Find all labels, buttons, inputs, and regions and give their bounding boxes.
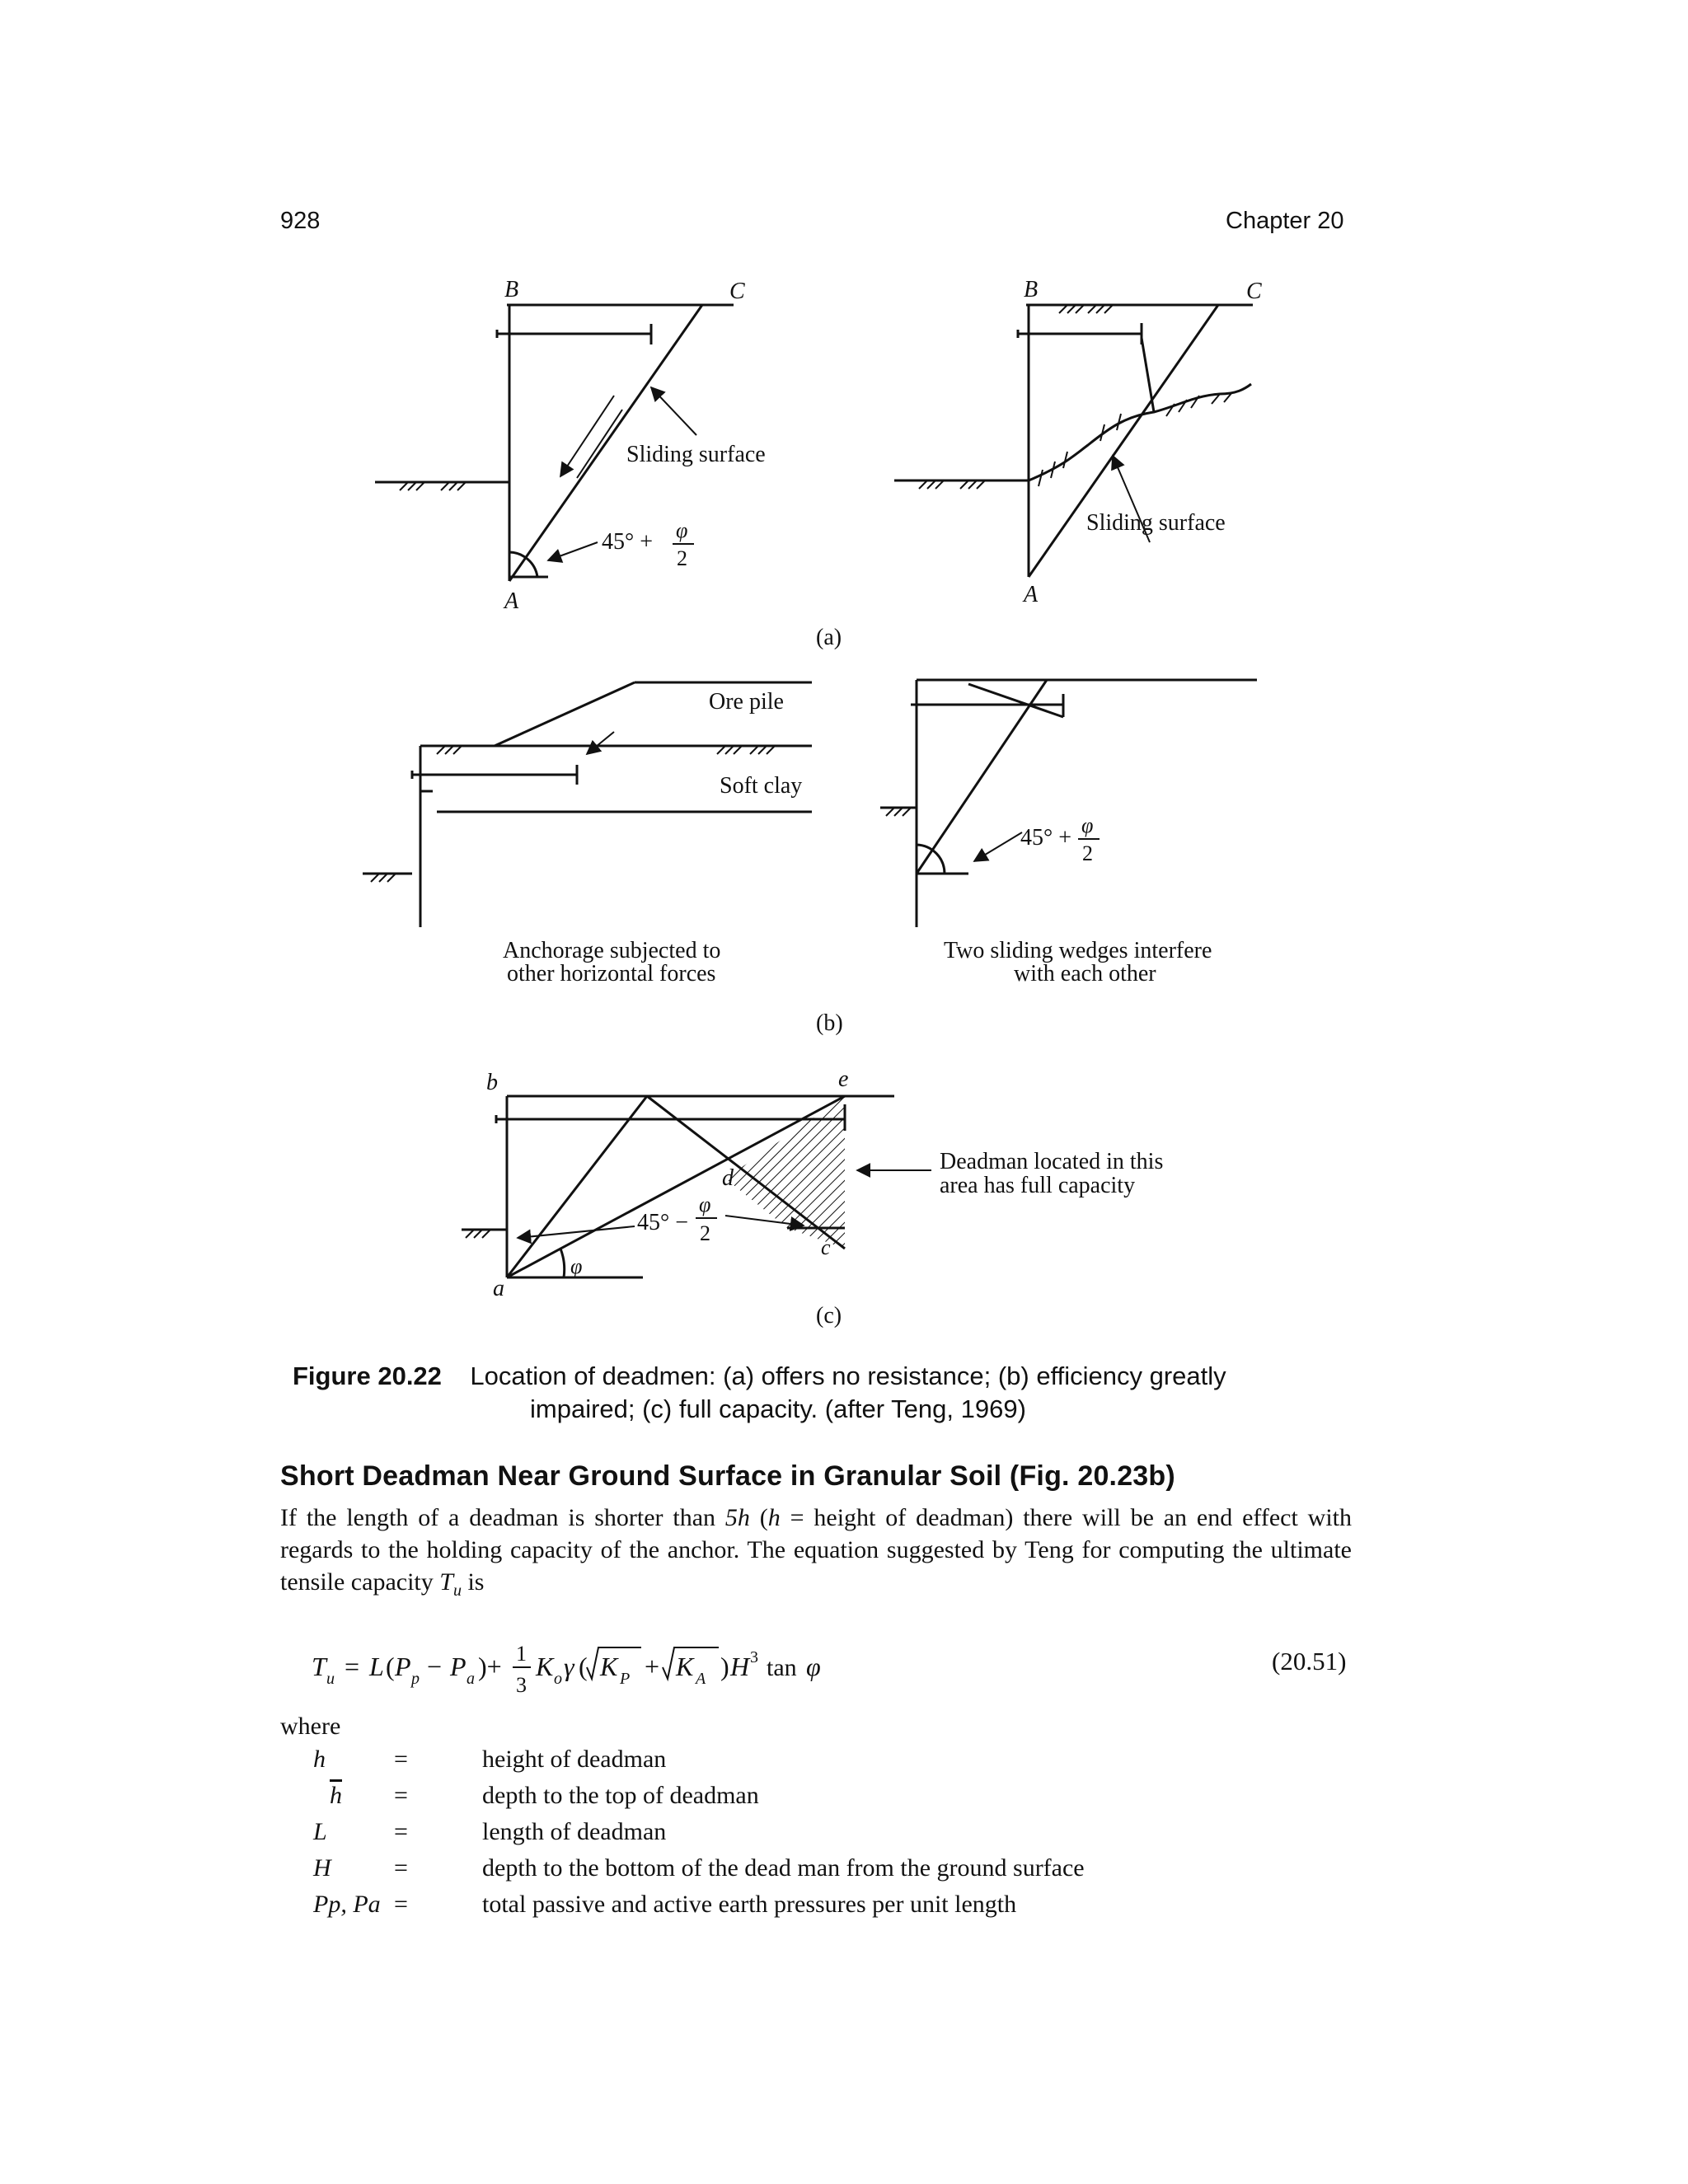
svg-text:)+: )+ xyxy=(478,1652,502,1681)
label-a: A xyxy=(504,588,519,614)
body-paragraph: If the length of a deadman is shorter than 5h (h = height of deadman) there will be an end effect with regards to the holding capacity of the anchor. The equation suggested by Teng for computing the ultimate tensile capacity $T_u$ is xyxy=(280,1504,1353,1600)
panel-c-caption: (c) xyxy=(816,1303,842,1329)
label-c: C xyxy=(1246,279,1262,304)
svg-text:P: P xyxy=(620,1670,631,1688)
label-b: B xyxy=(1024,277,1039,302)
wedge-line xyxy=(1142,338,1154,412)
caption-line1: Anchorage subjected to xyxy=(503,938,721,963)
ore-pile-label: Ore pile xyxy=(709,689,784,715)
page: 928 Chapter 20 B C A Sliding surface 45° + φ 2 B C A Sliding surface (a) Ore pile Soft clay Anchorage subjected to other horizontal forces 45° + φ 2 Two sliding wedges interfere with each other (b) b e d c a φ 45° − φ 2 Deadman located in this area has full capacity (c) Figure 20.22 Location of deadmen: (a) offers no resistance; (b) efficiency greatly impaired; (c) full capacity. (after Teng, 1969) Short Deadman Near Ground Surface in Granular Soil (Fig. 20.23b) If the length of a deadman is shorter than 5h (h = height of deadman) there will be an end effect with regards to the holding capacity of the anchor. The equation suggested by Teng for computing the ultimate tensile capacity $T_u$ is T u = L ( P p − P a )+ 1 3 K o γ ( K P + K A ) H 3 tan φ (20.51) where h = height of deadman $\overline{h}$ = depth to the top of deadman L = length of deadman H = depth to the bottom of the dead man from the ground surface Pp, Pa = total passive and active earth pressures per unit length xyxy=(0,0,1688,2184)
label-b: B xyxy=(504,277,519,302)
svg-text:K: K xyxy=(600,1652,618,1681)
svg-text:(: ( xyxy=(579,1652,588,1681)
panel-c xyxy=(462,1096,931,1277)
svg-text:3: 3 xyxy=(516,1673,527,1697)
svg-text:A: A xyxy=(696,1670,706,1688)
svg-text:H: H xyxy=(730,1652,750,1681)
svg-text:P: P xyxy=(450,1652,467,1681)
section-heading: Short Deadman Near Ground Surface in Granular Soil (Fig. 20.23b) xyxy=(280,1460,1175,1492)
angle-phi: φ xyxy=(1081,813,1094,837)
svg-text:p: p xyxy=(411,1670,420,1688)
sliding-surface-line xyxy=(1029,305,1218,577)
svg-text:γ: γ xyxy=(564,1652,574,1681)
svg-text:3: 3 xyxy=(750,1648,758,1666)
ground-hatch-icon xyxy=(919,305,1232,489)
svg-text:+: + xyxy=(645,1652,660,1681)
label-a: A xyxy=(1024,582,1039,607)
angle-den: 2 xyxy=(677,546,687,570)
svg-text:−: − xyxy=(427,1652,443,1681)
equation-graphic xyxy=(312,1636,905,1702)
label-b: b xyxy=(486,1070,498,1095)
slide-direction-arrow xyxy=(560,396,614,476)
svg-text:φ: φ xyxy=(806,1652,821,1681)
chapter-header: Chapter 20 xyxy=(1226,208,1344,234)
ground-hatch-icon xyxy=(371,746,775,882)
label-e: e xyxy=(838,1066,849,1092)
active-wedge-line xyxy=(507,1096,647,1277)
svg-text:(: ( xyxy=(386,1652,395,1681)
angle-label: 45° − xyxy=(637,1210,688,1235)
svg-text:K: K xyxy=(676,1652,694,1681)
sliding-surface-label: Sliding surface xyxy=(626,442,766,467)
angle-label: 45° + xyxy=(602,529,653,555)
svg-text:a: a xyxy=(467,1670,475,1688)
svg-text:o: o xyxy=(554,1670,562,1688)
figure-caption xyxy=(293,1360,1364,1426)
svg-text:tan: tan xyxy=(767,1654,797,1681)
angle-arrow xyxy=(548,542,598,560)
caption-line1: Two sliding wedges interfere xyxy=(944,938,1212,963)
caption-line2: other horizontal forces xyxy=(507,961,716,987)
soft-clay-label: Soft clay xyxy=(720,773,803,799)
equation-20-51 xyxy=(312,1636,905,1708)
caption-line1: Location of deadmen: (a) offers no resistance; (b) efficiency greatly xyxy=(470,1361,1226,1390)
panel-b-right xyxy=(880,680,1257,927)
equation-number: (20.51) xyxy=(1272,1647,1347,1675)
svg-text:P: P xyxy=(395,1652,411,1681)
label-c: c xyxy=(821,1235,831,1259)
ore-pile-slope xyxy=(495,682,635,746)
label-arrow xyxy=(651,387,696,435)
phi-arc xyxy=(560,1249,565,1277)
where-label: where xyxy=(280,1713,341,1740)
note-line2: area has full capacity xyxy=(940,1173,1136,1198)
note-line1: Deadman located in this xyxy=(940,1149,1164,1174)
slope-line xyxy=(1029,384,1251,480)
angle-phi: φ xyxy=(699,1193,711,1216)
svg-text:u: u xyxy=(326,1670,335,1688)
angle-phi: φ xyxy=(676,518,688,542)
page-number: 928 xyxy=(280,208,321,234)
label-c: C xyxy=(729,279,745,304)
caption-line2: with each other xyxy=(1014,961,1156,987)
svg-text:K: K xyxy=(536,1652,554,1681)
label-d: d xyxy=(722,1165,734,1191)
svg-text:): ) xyxy=(720,1652,729,1681)
panel-b-left xyxy=(363,682,812,927)
sliding-surface-label: Sliding surface xyxy=(1086,510,1226,536)
svg-text:L: L xyxy=(369,1652,384,1681)
load-arrow xyxy=(587,732,614,754)
panel-a-right xyxy=(894,305,1253,577)
svg-text:1: 1 xyxy=(516,1642,527,1666)
panel-a-caption: (a) xyxy=(816,625,842,650)
figure-label: Figure 20.22 xyxy=(293,1361,442,1390)
label-a: a xyxy=(493,1276,504,1301)
angle-label: 45° + xyxy=(1020,825,1071,851)
caption-line2: impaired; (c) full capacity. (after Teng, 1969) xyxy=(530,1394,1026,1423)
phi-label: φ xyxy=(570,1254,583,1278)
wedge-line-2 xyxy=(968,684,1063,717)
angle-den: 2 xyxy=(700,1221,710,1245)
panel-b-caption: (b) xyxy=(816,1010,843,1036)
angle-den: 2 xyxy=(1082,841,1093,865)
svg-text:=: = xyxy=(345,1652,360,1681)
angle-arrow-left xyxy=(518,1226,635,1238)
svg-text:T: T xyxy=(312,1652,326,1681)
angle-arrow xyxy=(974,832,1022,861)
